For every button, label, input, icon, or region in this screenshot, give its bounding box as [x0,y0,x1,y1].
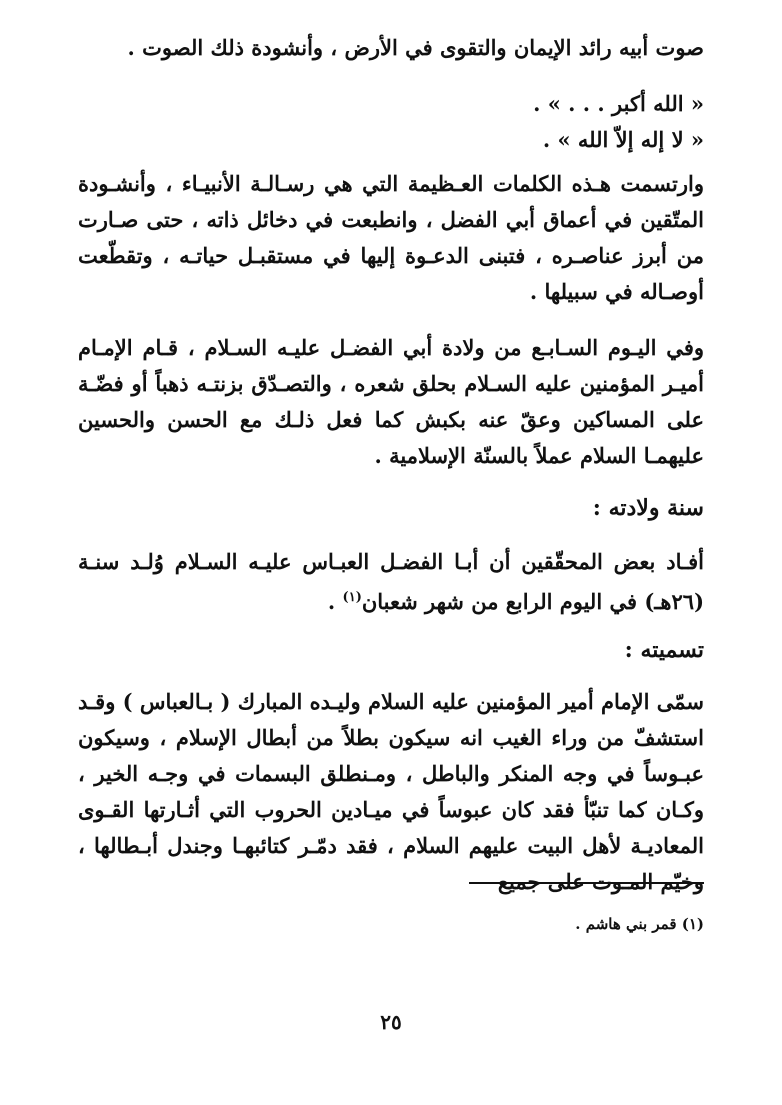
paragraph-birth-date [78,544,704,620]
birth-date-end: . [327,589,343,614]
footnote: (١) قمر بني هاشم . [575,915,704,933]
paragraph-naming: سمّى الإمام أمير المؤمنين عليه السلام وليـده المبارك ( بـالعباس ) وقـد استشفّ من وراء الغيب انه سيكون بطلاً من أبطال الإسلام ، وسيكون عبـوساً في وجه المنكر والباطل ، ومـنطلق البسمات في وجـه الخير ، وكـان كما تنبّأ فقد كان عبوساً في ميـادين الحروب التي أثـارتها القـوى المعاديـة لأهل البيت عليهم السلام ، فقد دمّـر كتائبهـا وجندل أبـطالها ، وخيّم المـوت على جميع [78,689,704,894]
quote-la-ilaha-illallah: « لا إله إلاّ الله » . [542,127,704,152]
birth-date-text: أفـاد بعض المحقّقين أن أبـا الفضـل العبـاس عليـه السـلام وُلـد سنـة (٢٦هـ) في اليوم الرابع من شهر شعبان [78,549,704,614]
footnote-divider [469,882,704,884]
page-number: ٢٥ [380,1010,402,1034]
footnote-reference: (١) [342,590,362,605]
quote-allahu-akbar: « الله أكبر . . . » . [533,91,704,116]
heading-naming: تسميته : [624,637,704,663]
top-line: صوت أبيه رائد الإيمان والتقوى في الأرض ، وأنشودة ذلك الصوت . [127,35,704,60]
paragraph-seventh-day: وفي اليـوم السـابـع من ولادة أبي الفضـل عليـه السـلام ، قـام الإمـام أميـر المؤمنين عليه السـلام بحلق شعره ، والتصـدّق بزنتـه ذهباً أو فضّـة على المساكين وعقّ عنه بكبش كما فعل ذلـك مع الحسن والحسين عليهمـا السلام عملاً بالسنّة الإسلامية . [78,335,704,468]
paragraph-words-of-prophets: وارتسمت هـذه الكلمات العـظيمة التي هي رسـالـة الأنبيـاء ، وأنشـودة المتّقين في أعماق أبي الفضل ، وانطبعت في دخائل ذاته ، حتى صـارت من أبرز عناصـره ، فتبنى الدعـوة إليها في مستقبـل حياتـه ، وتقطّعت أوصـاله في سبيلها . [78,171,704,304]
heading-birth-year: سنة ولادته : [592,495,704,521]
